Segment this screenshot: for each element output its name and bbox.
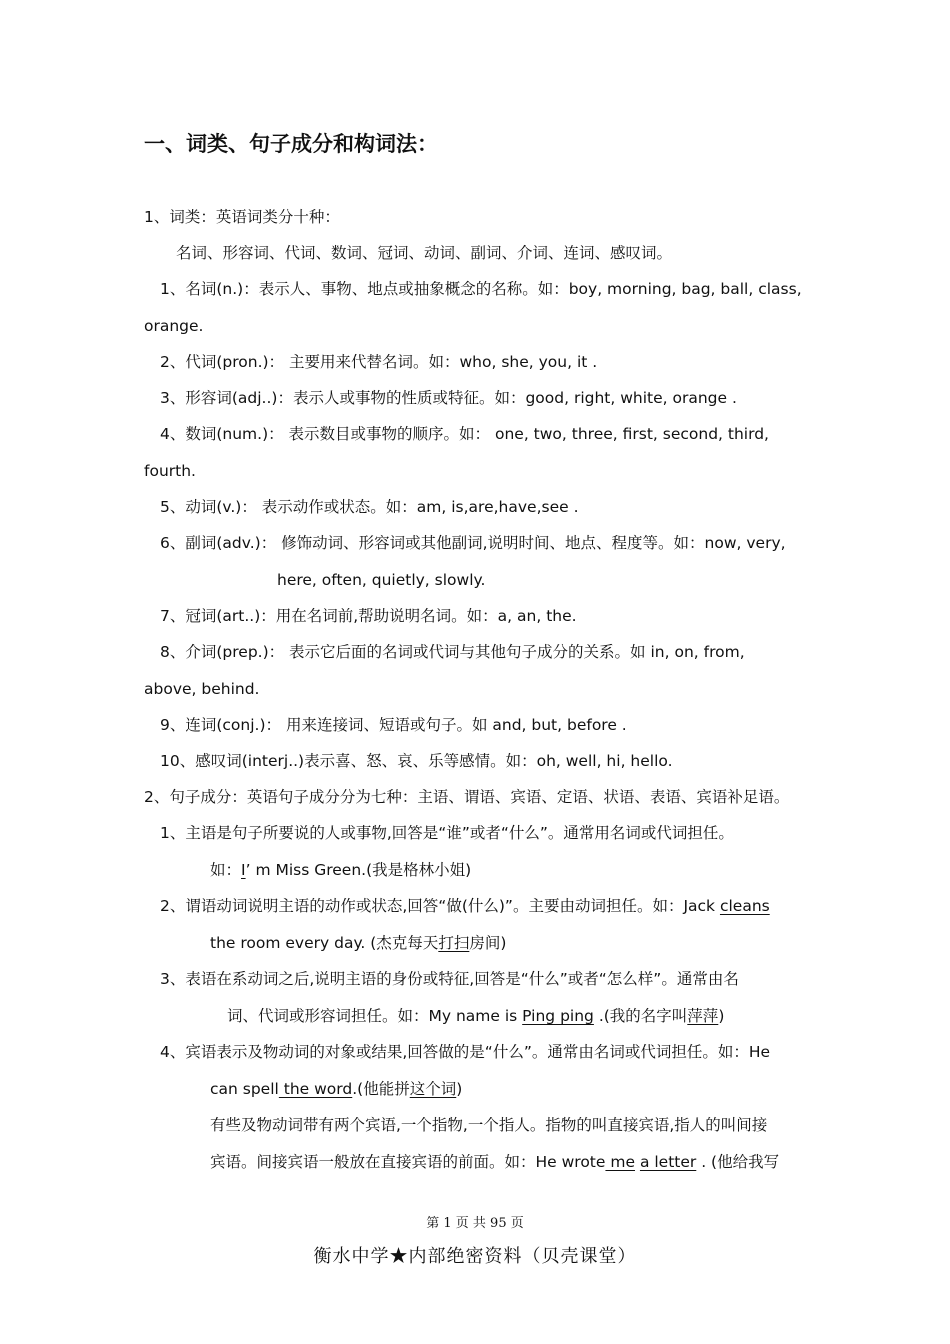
verb-line: 5、动词(v.)： 表示动作或状态。如：am, is,are,have,see .: [160, 498, 579, 516]
noun-line-cont: orange.: [144, 317, 204, 335]
word-class-list: 名词、形容词、代词、数词、冠词、动词、副词、介词、连词、感叹词。: [176, 244, 673, 262]
page-heading: 一、词类、句子成分和构词法：: [144, 132, 438, 156]
adverb-line-cont: here, often, quietly, slowly.: [277, 571, 486, 589]
page-number: 第 1 页 共 95 页: [426, 1216, 524, 1231]
numeral-line-cont: fourth.: [144, 462, 196, 480]
interjection-line: 10、感叹词(interj..)表示喜、怒、哀、乐等感情。如：oh, well, hi, hello.: [160, 752, 673, 770]
pronoun-line: 2、代词(pron.)： 主要用来代替名词。如：who, she, you, it .: [160, 353, 598, 371]
noun-line: 1、名词(n.)：表示人、事物、地点或抽象概念的名称。如：boy, morning, bag, ball, class,: [160, 280, 802, 298]
object-line: 4、宾语表示及物动词的对象或结果,回答做的是“什么”。通常由名词或代词担任。如：He: [160, 1043, 771, 1061]
article-line: 7、冠词(art..)：用在名词前,帮助说明名词。如：a, an, the.: [160, 607, 577, 625]
adverb-line: 6、副词(adv.)： 修饰动词、形容词或其他副词,说明时间、地点、程度等。如：now, very,: [160, 534, 786, 552]
footer-brand: 衡水中学★内部绝密资料（贝壳课堂）: [313, 1246, 637, 1267]
subject-example: 如：I’ m Miss Green.(我是格林小姐): [210, 861, 472, 879]
double-object-line: 有些及物动词带有两个宾语,一个指物,一个指人。指物的叫直接宾语,指人的叫间接: [210, 1116, 768, 1134]
numeral-line: 4、数词(num.)： 表示数目或事物的顺序。如： one, two, three, first, second, third,: [160, 425, 769, 443]
subject-line: 1、主语是句子所要说的人或事物,回答是“谁”或者“什么”。通常用名词或代词担任。: [160, 824, 734, 842]
sentence-parts-title: 2、句子成分：英语句子成分分为七种：主语、谓语、宾语、定语、状语、表语、宾语补足语。: [144, 788, 790, 806]
object-example: can spell the word.(他能拼这个词): [210, 1080, 463, 1098]
adjective-line: 3、形容词(adj..)：表示人或事物的性质或特征。如：good, right, white, orange .: [160, 389, 737, 407]
double-object-example: 宾语。间接宾语一般放在直接宾语的前面。如：He wrote me a letter . (他给我写: [210, 1153, 780, 1171]
word-class-title: 1、词类：英语词类分十种：: [144, 208, 340, 226]
predicative-line: 3、表语在系动词之后,说明主语的身份或特征,回答是“什么”或者“怎么样”。通常由名: [160, 970, 739, 988]
conjunction-line: 9、连词(conj.)： 用来连接词、短语或句子。如 and, but, before .: [160, 716, 627, 734]
preposition-line-cont: above, behind.: [144, 680, 260, 698]
predicate-example: the room every day. (杰克每天打扫房间): [210, 934, 507, 952]
predicative-example: 词、代词或形容词担任。如：My name is Ping ping .(我的名字叫萍萍): [227, 1007, 725, 1025]
preposition-line: 8、介词(prep.)： 表示它后面的名词或代词与其他句子成分的关系。如 in, on, from,: [160, 643, 745, 661]
predicate-line: 2、谓语动词说明主语的动作或状态,回答“做(什么)”。主要由动词担任。如：Jack cleans: [160, 897, 770, 915]
